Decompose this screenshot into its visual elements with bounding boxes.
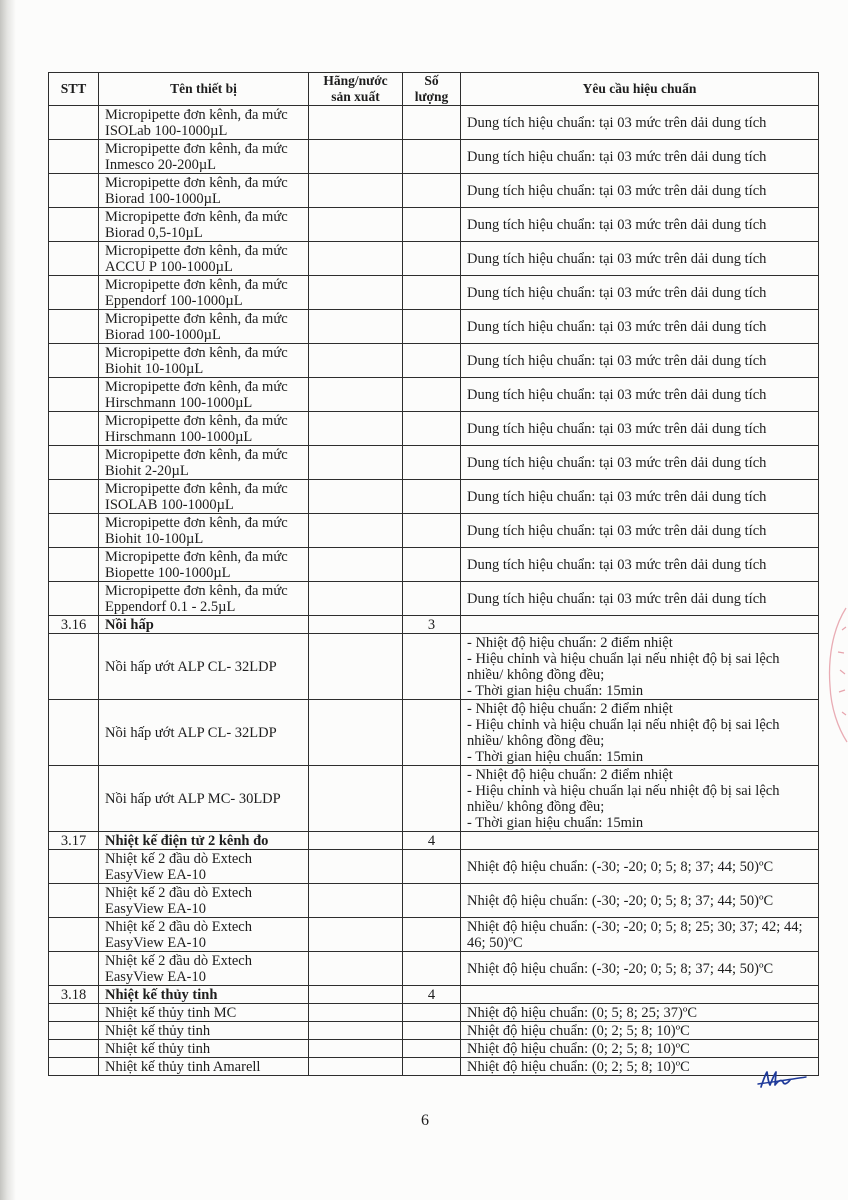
header-quantity (403, 73, 461, 106)
signature-mark (756, 1066, 810, 1094)
equipment-row (49, 412, 819, 446)
requirement-cell (461, 1022, 819, 1040)
maker-cell (309, 1058, 403, 1076)
name-cell (99, 616, 309, 634)
stt-cell (49, 1040, 99, 1058)
stt-cell (49, 700, 99, 766)
name-cell (99, 208, 309, 242)
equipment-row (49, 918, 819, 952)
stt-cell (49, 952, 99, 986)
stt-cell (49, 242, 99, 276)
equipment-row (49, 1058, 819, 1076)
header-row (49, 73, 819, 106)
requirement-line: - Hiệu chỉnh và hiệu chuẩn lại nếu nhiệt độ bị sai lệch nhiều/ không đồng đều; (467, 651, 780, 683)
equipment-row (49, 548, 819, 582)
stt-cell (49, 106, 99, 140)
equipment-row (49, 480, 819, 514)
requirement-cell (461, 918, 819, 952)
maker-cell (309, 832, 403, 850)
requirement-cell (461, 548, 819, 582)
requirement-cell (461, 140, 819, 174)
name-cell (99, 480, 309, 514)
equipment-row (49, 378, 819, 412)
stt-cell (49, 1058, 99, 1076)
maker-cell (309, 106, 403, 140)
requirement-cell (461, 344, 819, 378)
maker-cell (309, 884, 403, 918)
section-row (49, 986, 819, 1004)
name-cell (99, 548, 309, 582)
equipment-row (49, 700, 819, 766)
maker-cell (309, 918, 403, 952)
maker-cell (309, 700, 403, 766)
quantity-cell (403, 918, 461, 952)
quantity-cell (403, 276, 461, 310)
requirement-cell (461, 1004, 819, 1022)
equipment-name: Micropipette đơn kênh, đa mức Biorad 100-1000µL (105, 175, 288, 207)
quantity-cell (403, 884, 461, 918)
requirement-text: Dung tích hiệu chuẩn: tại 03 mức trên dải dung tích (467, 353, 767, 369)
quantity-cell (403, 140, 461, 174)
requirement-text: Dung tích hiệu chuẩn: tại 03 mức trên dải dung tích (467, 489, 767, 505)
equipment-row (49, 1040, 819, 1058)
maker-cell (309, 344, 403, 378)
name-cell (99, 276, 309, 310)
quantity-cell (403, 174, 461, 208)
equipment-row (49, 634, 819, 700)
maker-cell (309, 276, 403, 310)
maker-cell (309, 582, 403, 616)
section-row (49, 616, 819, 634)
requirement-cell (461, 480, 819, 514)
equipment-name: Micropipette đơn kênh, đa mức Biorad 0,5-10µL (105, 209, 288, 241)
maker-cell (309, 378, 403, 412)
stt-cell (49, 634, 99, 700)
name-cell (99, 242, 309, 276)
quantity-cell (403, 850, 461, 884)
maker-cell (309, 446, 403, 480)
equipment-name: Micropipette đơn kênh, đa mức Eppendorf 100-1000µL (105, 277, 288, 309)
quantity-cell (403, 514, 461, 548)
requirement-text: Dung tích hiệu chuẩn: tại 03 mức trên dải dung tích (467, 217, 767, 233)
equipment-row (49, 766, 819, 832)
equipment-name: Nhiệt kế thủy tinh (105, 1041, 211, 1057)
maker-cell (309, 616, 403, 634)
quantity-cell (403, 106, 461, 140)
scan-edge-shadow (0, 0, 16, 1200)
requirement-cell (461, 106, 819, 140)
header-maker (309, 73, 403, 106)
requirement-cell (461, 766, 819, 832)
equipment-row (49, 1022, 819, 1040)
name-cell (99, 1022, 309, 1040)
requirement-text: Nhiệt độ hiệu chuẩn: (-30; -20; 0; 5; 8; 37; 44; 50)ºC (467, 893, 774, 909)
header-stt (49, 73, 99, 106)
requirement-cell (461, 310, 819, 344)
equipment-name: Nhiệt kế thủy tinh (105, 987, 218, 1003)
name-cell (99, 884, 309, 918)
requirement-line: - Nhiệt độ hiệu chuẩn: 2 điểm nhiệt (467, 701, 673, 717)
equipment-name: Nhiệt kế 2 đầu dò Extech EasyView EA-10 (105, 919, 252, 951)
quantity-cell (403, 1022, 461, 1040)
stt-cell (49, 766, 99, 832)
name-cell (99, 766, 309, 832)
requirement-line: - Thời gian hiệu chuẩn: 15min (467, 749, 644, 765)
name-cell (99, 174, 309, 208)
stt-cell (49, 276, 99, 310)
name-cell (99, 986, 309, 1004)
quantity-cell (403, 412, 461, 446)
stamp-fragment (818, 600, 848, 750)
requirement-cell (461, 276, 819, 310)
requirement-text: Dung tích hiệu chuẩn: tại 03 mức trên dải dung tích (467, 557, 767, 573)
equipment-name: Micropipette đơn kênh, đa mức Biohit 10-100µL (105, 345, 288, 377)
requirement-cell (461, 514, 819, 548)
stt-cell (49, 412, 99, 446)
requirement-text: Nhiệt độ hiệu chuẩn: (0; 2; 5; 8; 10)ºC (467, 1041, 690, 1057)
quantity-cell (403, 1058, 461, 1076)
maker-cell (309, 208, 403, 242)
requirement-text: Nhiệt độ hiệu chuẩn: (-30; -20; 0; 5; 8; 25; 30; 37; 42; 44; 46; 50)ºC (467, 919, 803, 951)
header-quantity-text: Số lượng (414, 73, 449, 104)
stt-cell (49, 378, 99, 412)
maker-cell (309, 412, 403, 446)
maker-cell (309, 766, 403, 832)
equipment-name: Micropipette đơn kênh, đa mức ISOLAB 100-1000µL (105, 481, 288, 513)
requirement-text: Dung tích hiệu chuẩn: tại 03 mức trên dải dung tích (467, 387, 767, 403)
stt-text: 3.16 (60, 617, 87, 633)
requirement-cell (461, 378, 819, 412)
quantity-cell (403, 310, 461, 344)
header-requirement (461, 73, 819, 106)
equipment-row (49, 174, 819, 208)
requirement-text: Dung tích hiệu chuẩn: tại 03 mức trên dải dung tích (467, 421, 767, 437)
equipment-table (48, 72, 819, 1076)
equipment-name: Micropipette đơn kênh, đa mức Hirschmann 100-1000µL (105, 413, 288, 445)
equipment-name: Nhiệt kế thủy tinh (105, 1023, 211, 1039)
quantity-cell (403, 582, 461, 616)
requirement-text: Nhiệt độ hiệu chuẩn: (-30; -20; 0; 5; 8; 37; 44; 50)ºC (467, 961, 774, 977)
header-stt-text: STT (60, 81, 87, 96)
table-header (49, 73, 819, 106)
equipment-name: Nhiệt kế 2 đầu dò Extech EasyView EA-10 (105, 953, 252, 985)
stt-cell (49, 884, 99, 918)
stt-cell (49, 208, 99, 242)
maker-cell (309, 1022, 403, 1040)
quantity-text: 4 (427, 987, 436, 1003)
stt-cell (49, 344, 99, 378)
quantity-cell (403, 766, 461, 832)
requirement-cell (461, 208, 819, 242)
requirement-cell (461, 986, 819, 1004)
requirement-line: - Thời gian hiệu chuẩn: 15min (467, 815, 644, 831)
requirement-cell (461, 700, 819, 766)
equipment-name: Nhiệt kế thủy tinh Amarell (105, 1059, 261, 1075)
stt-cell (49, 832, 99, 850)
equipment-name: Micropipette đơn kênh, đa mức Biopette 100-1000µL (105, 549, 288, 581)
quantity-cell (403, 634, 461, 700)
quantity-cell (403, 548, 461, 582)
stt-cell (49, 514, 99, 548)
equipment-name: Micropipette đơn kênh, đa mức ISOLab 100-1000µL (105, 107, 288, 139)
requirement-text: Dung tích hiệu chuẩn: tại 03 mức trên dải dung tích (467, 285, 767, 301)
maker-cell (309, 1004, 403, 1022)
quantity-cell (403, 378, 461, 412)
equipment-name: Nhiệt kế 2 đầu dò Extech EasyView EA-10 (105, 885, 252, 917)
requirement-text: Nhiệt độ hiệu chuẩn: (-30; -20; 0; 5; 8; 37; 44; 50)ºC (467, 859, 774, 875)
requirement-text: Dung tích hiệu chuẩn: tại 03 mức trên dải dung tích (467, 455, 767, 471)
name-cell (99, 106, 309, 140)
name-cell (99, 918, 309, 952)
maker-cell (309, 514, 403, 548)
equipment-name: Micropipette đơn kênh, đa mức Inmesco 20-200µL (105, 141, 288, 173)
requirement-cell (461, 242, 819, 276)
stt-cell (49, 174, 99, 208)
equipment-name: Nồi hấp ướt ALP CL- 32LDP (105, 725, 277, 741)
stt-cell (49, 140, 99, 174)
requirement-text: Dung tích hiệu chuẩn: tại 03 mức trên dải dung tích (467, 251, 767, 267)
requirement-cell (461, 174, 819, 208)
requirement-text: Nhiệt độ hiệu chuẩn: (0; 5; 8; 25; 37)ºC (467, 1005, 698, 1021)
equipment-row (49, 582, 819, 616)
name-cell (99, 378, 309, 412)
maker-cell (309, 480, 403, 514)
equipment-name: Micropipette đơn kênh, đa mức Eppendorf 0.1 - 2.5µL (105, 583, 288, 615)
equipment-name: Micropipette đơn kênh, đa mức Biohit 2-20µL (105, 447, 288, 479)
stt-cell (49, 850, 99, 884)
equipment-name: Micropipette đơn kênh, đa mức ACCU P 100-1000µL (105, 243, 288, 275)
equipment-name: Nhiệt kế 2 đầu dò Extech EasyView EA-10 (105, 851, 252, 883)
equipment-row (49, 344, 819, 378)
stt-cell (49, 986, 99, 1004)
equipment-row (49, 140, 819, 174)
requirement-cell (461, 616, 819, 634)
requirement-text: Dung tích hiệu chuẩn: tại 03 mức trên dải dung tích (467, 319, 767, 335)
maker-cell (309, 634, 403, 700)
requirement-text: Dung tích hiệu chuẩn: tại 03 mức trên dải dung tích (467, 149, 767, 165)
equipment-row (49, 106, 819, 140)
name-cell (99, 634, 309, 700)
equipment-row (49, 276, 819, 310)
quantity-cell (403, 344, 461, 378)
stt-cell (49, 310, 99, 344)
equipment-row (49, 952, 819, 986)
equipment-row (49, 884, 819, 918)
quantity-cell (403, 480, 461, 514)
maker-cell (309, 242, 403, 276)
name-cell (99, 850, 309, 884)
quantity-cell (403, 700, 461, 766)
equipment-row (49, 310, 819, 344)
requirement-cell (461, 412, 819, 446)
maker-cell (309, 850, 403, 884)
requirement-text: Nhiệt độ hiệu chuẩn: (0; 2; 5; 8; 10)ºC (467, 1059, 690, 1075)
stt-cell (49, 548, 99, 582)
quantity-text: 3 (427, 617, 436, 633)
maker-cell (309, 548, 403, 582)
name-cell (99, 412, 309, 446)
maker-cell (309, 140, 403, 174)
name-cell (99, 514, 309, 548)
equipment-name: Micropipette đơn kênh, đa mức Biohit 10-100µL (105, 515, 288, 547)
name-cell (99, 446, 309, 480)
requirement-cell (461, 1040, 819, 1058)
section-row (49, 832, 819, 850)
header-name (99, 73, 309, 106)
requirement-line: - Nhiệt độ hiệu chuẩn: 2 điểm nhiệt (467, 635, 673, 651)
stt-cell (49, 1022, 99, 1040)
page-number: 6 (421, 1112, 429, 1129)
header-maker-text: Hãng/nước sản xuất (323, 73, 388, 104)
requirement-line: - Thời gian hiệu chuẩn: 15min (467, 683, 644, 699)
quantity-cell (403, 986, 461, 1004)
header-requirement-text: Yêu cầu hiệu chuẩn (582, 81, 697, 96)
name-cell (99, 582, 309, 616)
quantity-cell (403, 616, 461, 634)
stt-cell (49, 918, 99, 952)
equipment-name: Nồi hấp ướt ALP MC- 30LDP (105, 791, 281, 807)
quantity-cell (403, 242, 461, 276)
requirement-cell (461, 952, 819, 986)
equipment-name: Nồi hấp ướt ALP CL- 32LDP (105, 659, 277, 675)
table-body (49, 106, 819, 1076)
stt-cell (49, 480, 99, 514)
quantity-cell (403, 952, 461, 986)
equipment-name: Micropipette đơn kênh, đa mức Hirschmann 100-1000µL (105, 379, 288, 411)
stt-text: 3.18 (60, 987, 87, 1003)
quantity-cell (403, 446, 461, 480)
equipment-row (49, 1004, 819, 1022)
equipment-name: Nhiệt kế thủy tinh MC (105, 1005, 237, 1021)
requirement-line: - Hiệu chỉnh và hiệu chuẩn lại nếu nhiệt độ bị sai lệch nhiều/ không đồng đều; (467, 783, 780, 815)
maker-cell (309, 952, 403, 986)
maker-cell (309, 174, 403, 208)
maker-cell (309, 1040, 403, 1058)
stt-cell (49, 616, 99, 634)
name-cell (99, 1040, 309, 1058)
requirement-text: Dung tích hiệu chuẩn: tại 03 mức trên dải dung tích (467, 115, 767, 131)
name-cell (99, 832, 309, 850)
requirement-line: - Nhiệt độ hiệu chuẩn: 2 điểm nhiệt (467, 767, 673, 783)
equipment-row (49, 208, 819, 242)
requirement-cell (461, 446, 819, 480)
maker-cell (309, 986, 403, 1004)
name-cell (99, 952, 309, 986)
stt-cell (49, 1004, 99, 1022)
quantity-cell (403, 1040, 461, 1058)
requirement-cell (461, 582, 819, 616)
maker-cell (309, 310, 403, 344)
equipment-name: Micropipette đơn kênh, đa mức Biorad 100-1000µL (105, 311, 288, 343)
name-cell (99, 700, 309, 766)
requirement-cell (461, 832, 819, 850)
requirement-text: Dung tích hiệu chuẩn: tại 03 mức trên dải dung tích (467, 591, 767, 607)
equipment-row (49, 242, 819, 276)
name-cell (99, 140, 309, 174)
stt-cell (49, 446, 99, 480)
requirement-text: Dung tích hiệu chuẩn: tại 03 mức trên dải dung tích (467, 523, 767, 539)
equipment-name: Nồi hấp (105, 617, 154, 633)
quantity-cell (403, 208, 461, 242)
equipment-row (49, 514, 819, 548)
quantity-cell (403, 832, 461, 850)
requirement-cell (461, 884, 819, 918)
requirement-text: Nhiệt độ hiệu chuẩn: (0; 2; 5; 8; 10)ºC (467, 1023, 690, 1039)
name-cell (99, 310, 309, 344)
equipment-row (49, 850, 819, 884)
requirement-text: Dung tích hiệu chuẩn: tại 03 mức trên dải dung tích (467, 183, 767, 199)
stt-cell (49, 582, 99, 616)
header-name-text: Tên thiết bị (170, 81, 237, 96)
name-cell (99, 1058, 309, 1076)
name-cell (99, 344, 309, 378)
requirement-cell (461, 850, 819, 884)
requirement-cell (461, 634, 819, 700)
quantity-text: 4 (427, 833, 436, 849)
equipment-row (49, 446, 819, 480)
equipment-name: Nhiệt kế điện tử 2 kênh đo (105, 833, 269, 849)
requirement-line: - Hiệu chỉnh và hiệu chuẩn lại nếu nhiệt độ bị sai lệch nhiều/ không đồng đều; (467, 717, 780, 749)
name-cell (99, 1004, 309, 1022)
quantity-cell (403, 1004, 461, 1022)
stt-text: 3.17 (60, 833, 87, 849)
